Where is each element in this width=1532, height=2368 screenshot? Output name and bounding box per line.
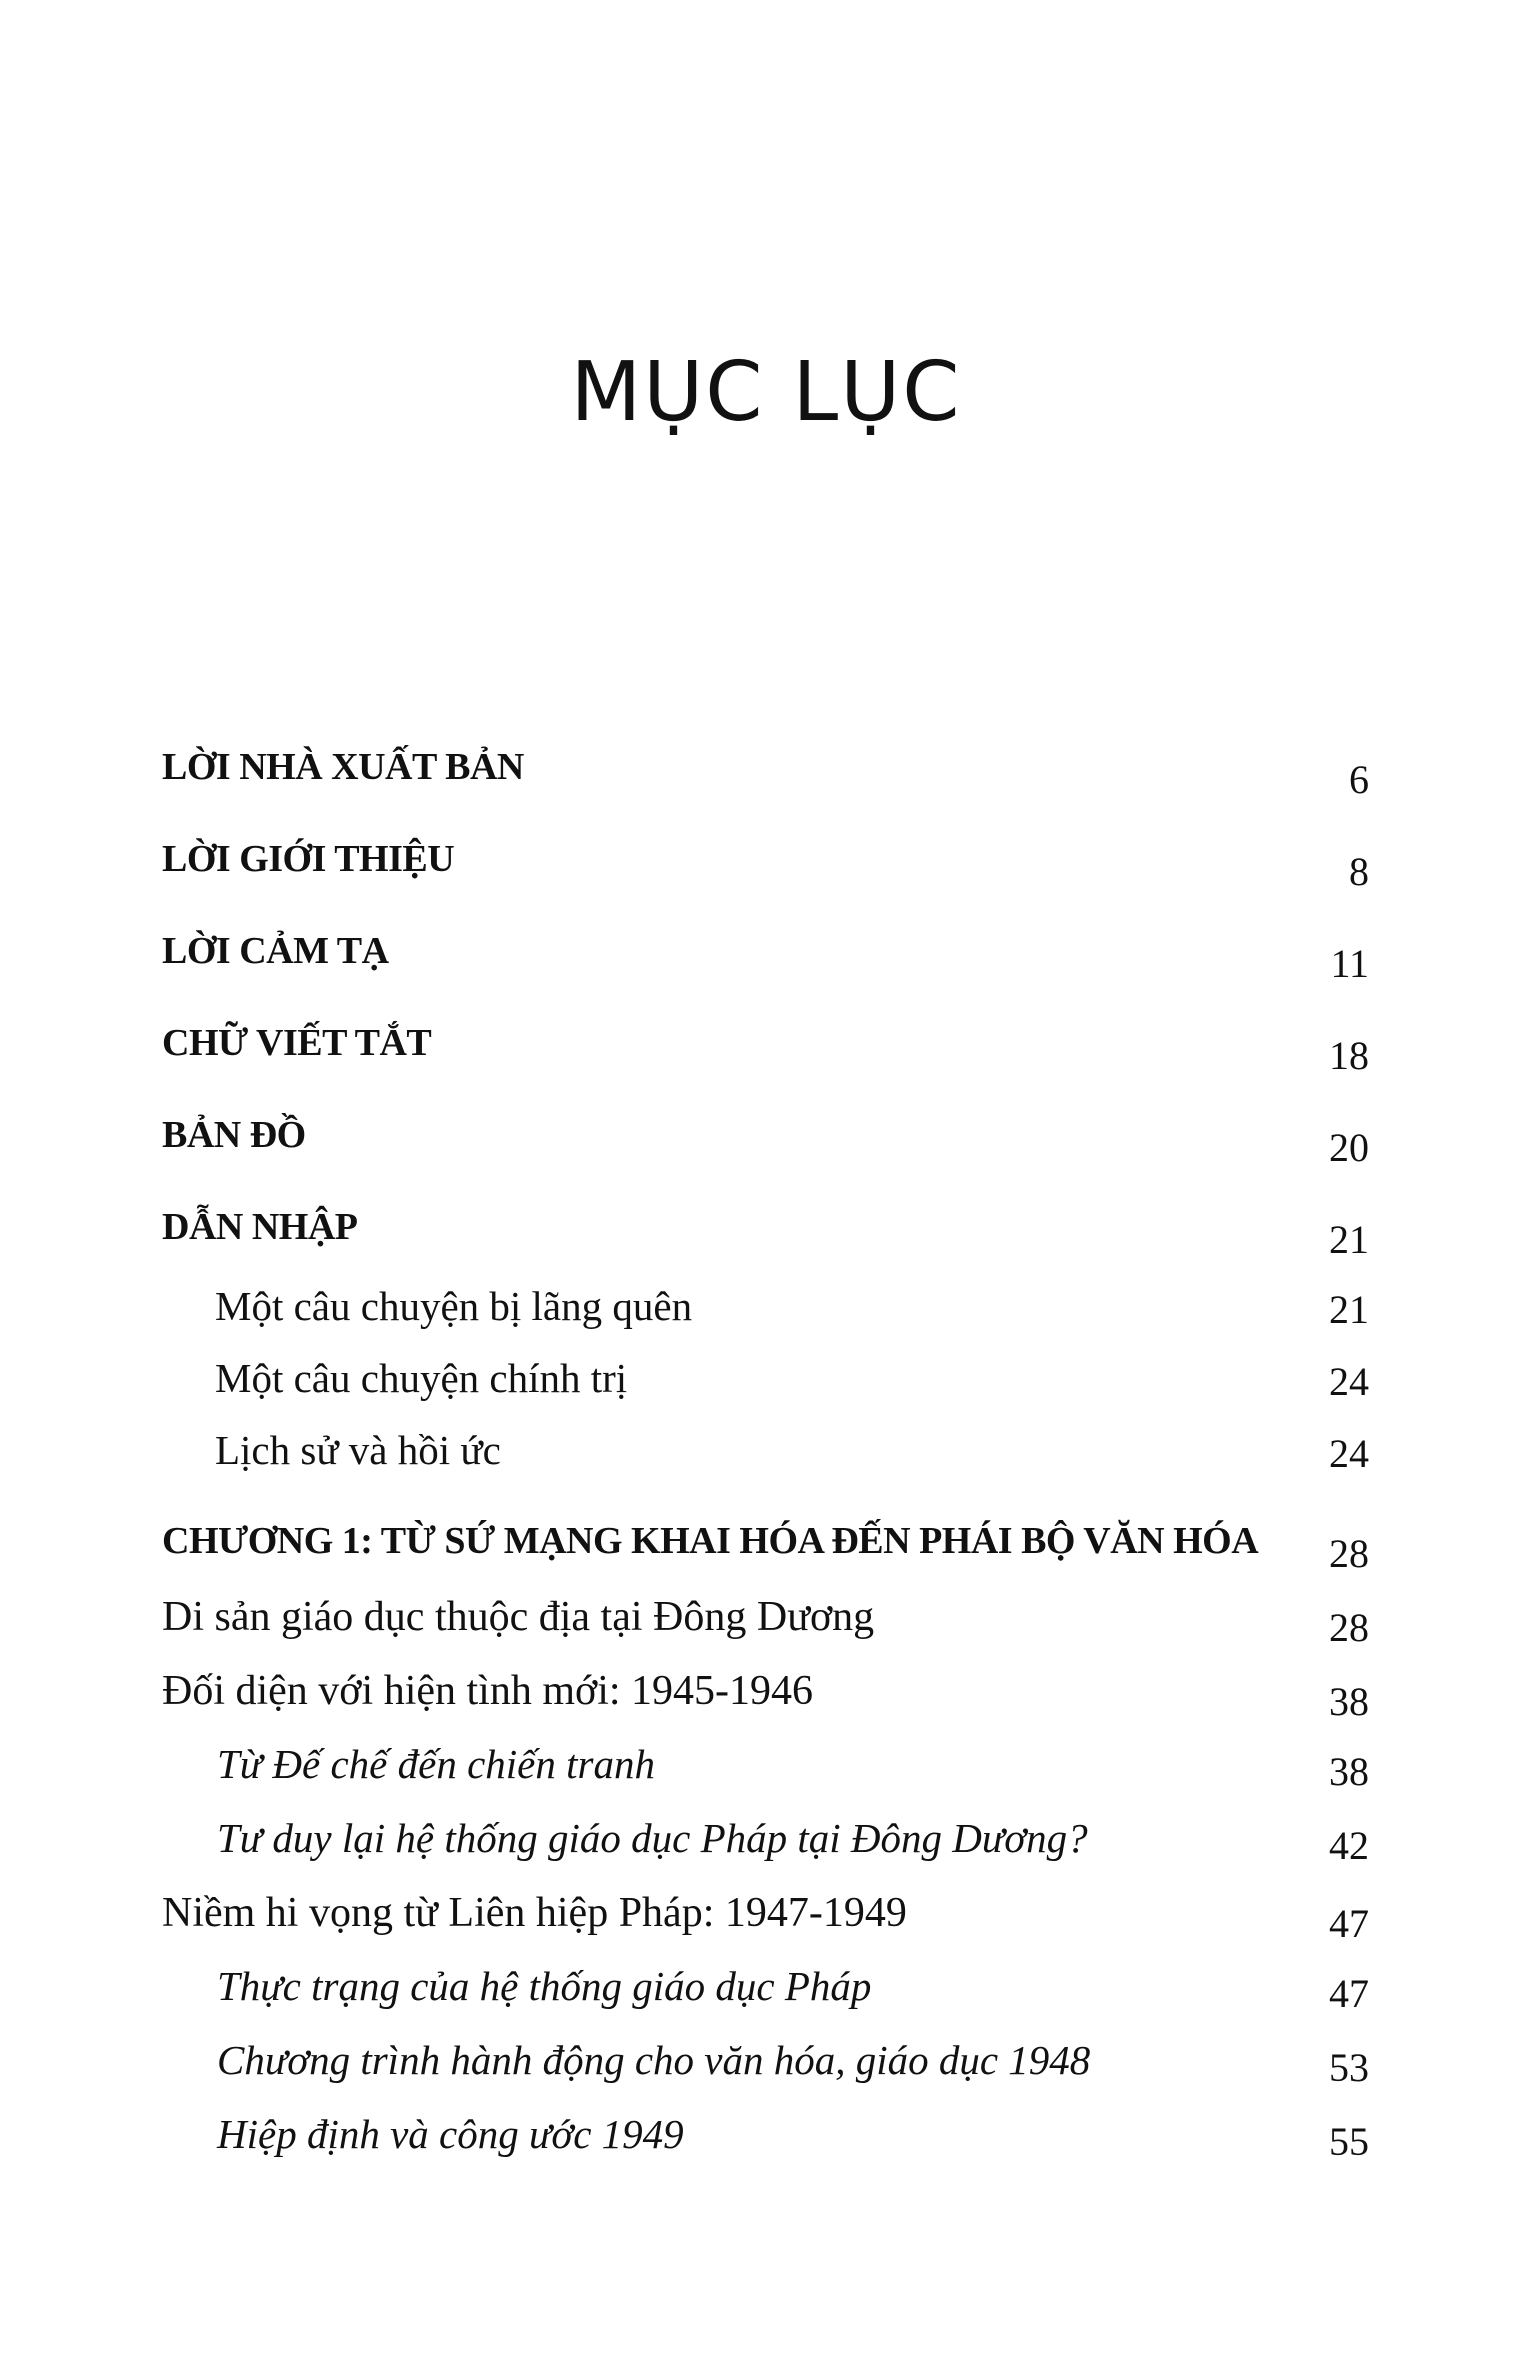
toc-entry-page: 21 xyxy=(1329,1217,1369,1262)
toc-entry-hiep-dinh-cong-uoc xyxy=(0,2111,1532,2174)
toc-entry-loi-cam-ta xyxy=(0,932,1532,992)
toc-entry-page: 38 xyxy=(1329,1679,1369,1724)
toc-entry-ban-do xyxy=(0,1116,1532,1176)
toc-entry-label: CHƯƠNG 1: TỪ SỨ MẠNG KHAI HÓA ĐẾN PHÁI BỘ VĂN HÓA xyxy=(162,1520,1259,1562)
toc-entry-label: Di sản giáo dục thuộc địa tại Đông Dương xyxy=(162,1594,875,1640)
toc-entry-page: 42 xyxy=(1329,1823,1369,1868)
toc-entry-dan-nhap xyxy=(0,1208,1532,1268)
toc-entry-label: LỜI NHÀ XUẤT BẢN xyxy=(162,746,524,788)
toc-entry-tu-duy-lai-he-thong xyxy=(0,1815,1532,1878)
toc-entry-label: Chương trình hành động cho văn hóa, giáo dục 1948 xyxy=(217,2037,1091,2083)
toc-entry-doi-dien-hien-tinh-moi xyxy=(0,1670,1532,1730)
toc-entry-chuong-1 xyxy=(0,1522,1532,1582)
toc-entry-label: LỜI CẢM TẠ xyxy=(162,930,389,972)
toc-entry-chuong-trinh-hanh-dong xyxy=(0,2037,1532,2100)
toc-entry-loi-nha-xuat-ban xyxy=(0,748,1532,808)
toc-entry-page: 6 xyxy=(1349,757,1369,802)
toc-entry-loi-gioi-thieu xyxy=(0,840,1532,900)
toc-entry-mot-cau-chuyen-bi-lang-quen xyxy=(0,1283,1532,1346)
toc-entry-page: 47 xyxy=(1329,1901,1369,1946)
toc-entry-page: 21 xyxy=(1329,1287,1369,1332)
toc-entry-page: 55 xyxy=(1329,2119,1369,2164)
toc-entry-label: Lịch sử và hồi ức xyxy=(215,1427,501,1473)
toc-entry-label: CHỮ VIẾT TẮT xyxy=(162,1022,432,1064)
toc-entry-page: 8 xyxy=(1349,849,1369,894)
toc-entry-label: Từ Đế chế đến chiến tranh xyxy=(217,1741,655,1787)
toc-entry-page: 28 xyxy=(1329,1531,1369,1576)
toc-entry-label: BẢN ĐỒ xyxy=(162,1114,306,1156)
toc-entry-page: 24 xyxy=(1329,1359,1369,1404)
toc-entry-page: 20 xyxy=(1329,1125,1369,1170)
toc-entry-page: 53 xyxy=(1329,2045,1369,2090)
toc-entry-page: 38 xyxy=(1329,1749,1369,1794)
toc-entry-thuc-trang xyxy=(0,1963,1532,2026)
toc-entry-label: LỜI GIỚI THIỆU xyxy=(162,838,455,880)
toc-entry-label: Tư duy lại hệ thống giáo dục Pháp tại Đông Dương? xyxy=(217,1815,1088,1861)
toc-entry-label: Niềm hi vọng từ Liên hiệp Pháp: 1947-1949 xyxy=(162,1890,907,1936)
toc-entry-page: 24 xyxy=(1329,1431,1369,1476)
toc-entry-label: Thực trạng của hệ thống giáo dục Pháp xyxy=(217,1963,872,2009)
toc-entry-label: Hiệp định và công ước 1949 xyxy=(217,2111,684,2157)
toc-entry-page: 18 xyxy=(1329,1033,1369,1078)
toc-entry-chu-viet-tat xyxy=(0,1024,1532,1084)
toc-entry-mot-cau-chuyen-chinh-tri xyxy=(0,1355,1532,1418)
toc-entry-label: Đối diện với hiện tình mới: 1945-1946 xyxy=(162,1668,814,1714)
toc-entry-tu-de-che-den-chien-tranh xyxy=(0,1741,1532,1804)
page-title: MỤC LỤC xyxy=(570,345,962,440)
toc-entry-page: 28 xyxy=(1329,1605,1369,1650)
toc-entry-lich-su-va-hoi-uc xyxy=(0,1427,1532,1490)
toc-entry-label: DẪN NHẬP xyxy=(162,1206,358,1248)
toc-entry-page: 47 xyxy=(1329,1971,1369,2016)
toc-entry-label: Một câu chuyện bị lãng quên xyxy=(215,1283,693,1329)
toc-entry-label: Một câu chuyện chính trị xyxy=(215,1355,628,1401)
toc-entry-niem-hi-vong xyxy=(0,1892,1532,1952)
toc-entry-di-san-giao-duc xyxy=(0,1596,1532,1656)
toc-entry-page: 11 xyxy=(1330,941,1369,986)
